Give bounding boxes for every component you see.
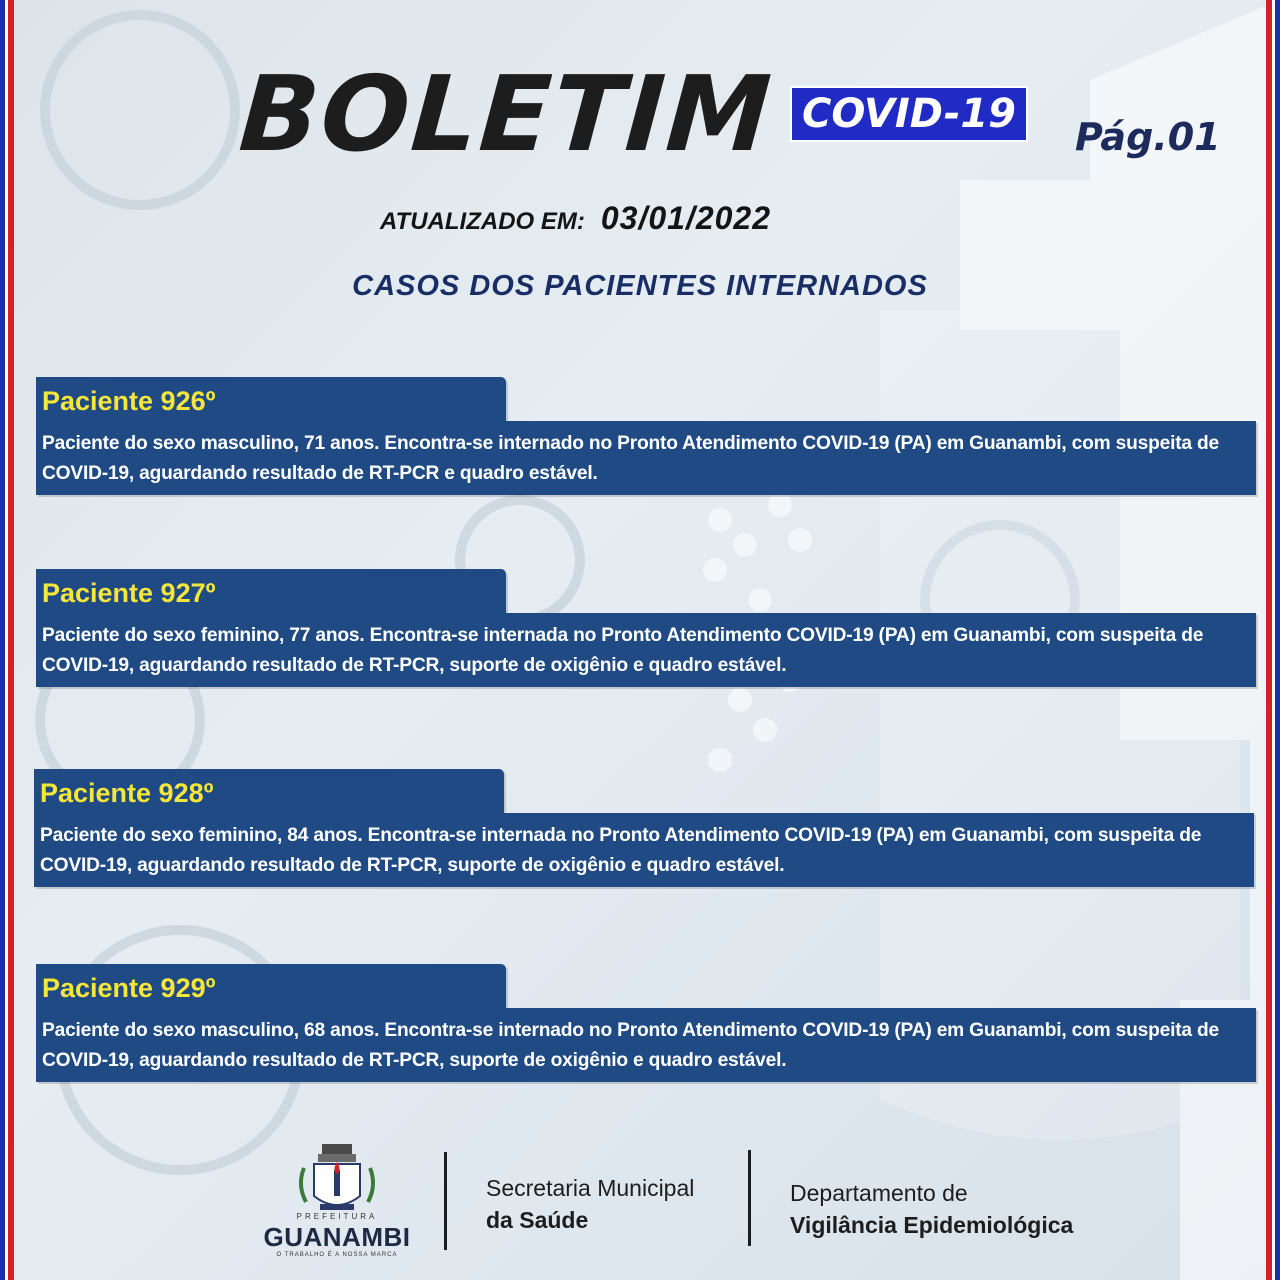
section-title [0, 270, 1280, 303]
patient-title: Paciente 928º [34, 769, 504, 813]
patient-description: Paciente do sexo masculino, 68 anos. Encontra-se internado no Pronto Atendimento COVID-19 (PA) em Guanambi, com suspeita de COVID-19, aguardando resultado de RT-PCR, suporte de oxigênio e quadro estável. [36, 1008, 1256, 1082]
updated-label: ATUALIZADO EM: [380, 208, 585, 235]
patient-card [34, 769, 1256, 887]
footer-divider [748, 1150, 751, 1246]
page-number: Pág.01 [1075, 115, 1221, 159]
departamento-line2: Vigilância Epidemiológica [790, 1212, 1074, 1238]
secretaria-line2: da Saúde [486, 1207, 589, 1233]
bulletin-title: BOLETIM [235, 53, 777, 175]
section-title-text: CASOS DOS PACIENTES INTERNADOS [352, 270, 928, 302]
updated-line [380, 200, 771, 237]
patient-description: Paciente do sexo masculino, 71 anos. Encontra-se internado no Pronto Atendimento COVID-19 (PA) em Guanambi, com suspeita de COVID-19, aguardando resultado de RT-PCR e quadro estável. [36, 421, 1256, 495]
patient-card [36, 569, 1258, 687]
logo-city-name: GUANAMBI [263, 1222, 411, 1252]
secretaria-block [486, 1172, 694, 1236]
left-flag-stripe [0, 0, 14, 1280]
patient-description: Paciente do sexo feminino, 77 anos. Encontra-se internada no Pronto Atendimento COVID-19 (PA) em Guanambi, com suspeita de COVID-19, aguardando resultado de RT-PCR, suporte de oxigênio e quadro estável. [36, 613, 1256, 687]
departamento-block [790, 1177, 1073, 1241]
footer-divider [444, 1152, 447, 1250]
patient-description: Paciente do sexo feminino, 84 anos. Encontra-se internada no Pronto Atendimento COVID-19 (PA) em Guanambi, com suspeita de COVID-19, aguardando resultado de RT-PCR, suporte de oxigênio e quadro estável. [34, 813, 1254, 887]
patient-title: Paciente 926º [36, 377, 506, 421]
logo-prefix: PREFEITURA [296, 1212, 378, 1221]
patient-card [36, 377, 1258, 495]
secretaria-line1: Secretaria Municipal [486, 1175, 695, 1201]
patient-title: Paciente 929º [36, 964, 506, 1008]
patient-title: Paciente 927º [36, 569, 506, 613]
right-flag-stripe [1266, 0, 1280, 1280]
updated-date: 03/01/2022 [600, 200, 772, 236]
patient-card [36, 964, 1258, 1082]
covid-tag: COVID-19 [790, 86, 1028, 142]
logo-motto: O TRABALHO É A NOSSA MARCA [276, 1252, 398, 1258]
departamento-line1: Departamento de [790, 1180, 968, 1206]
